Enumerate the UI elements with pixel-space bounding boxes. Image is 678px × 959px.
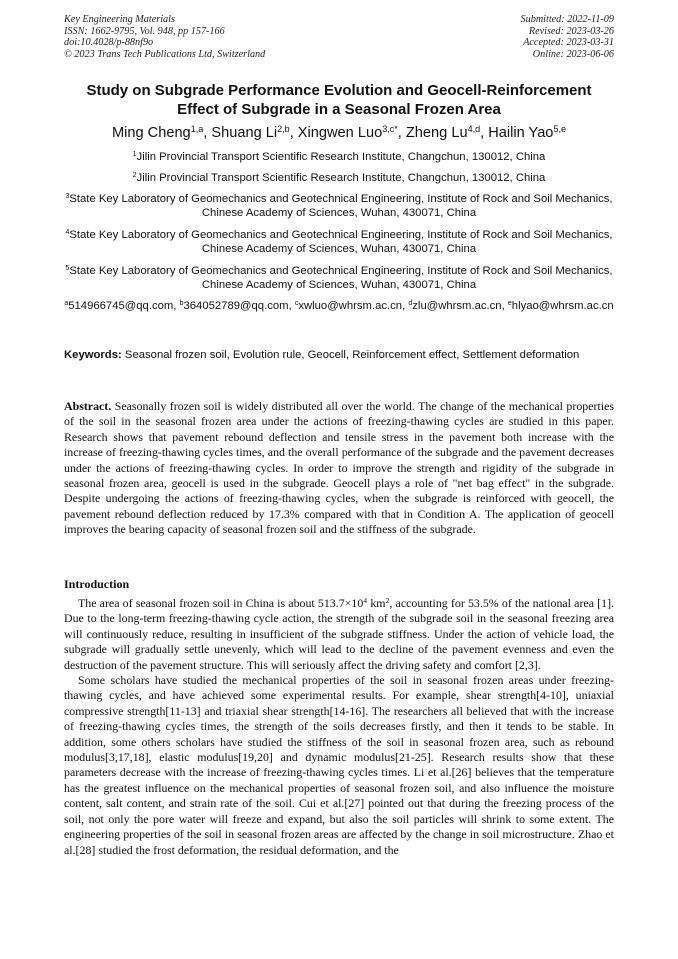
date-submitted: Submitted: 2022-11-09 <box>520 14 614 25</box>
keywords-text: Seasonal frozen soil, Evolution rule, Geocell, Reinforcement effect, Settlement deformation <box>124 349 580 361</box>
author-name: Zheng Lu <box>405 125 468 141</box>
keywords-label: Keywords: <box>64 349 122 361</box>
affiliation: $^3$State Key Laboratory of Geomechanics and Geotechnical Engineering, Institute of Rock and Soil Mechanics, Chinese Academy of Sciences, Wuhan, 430071, China <box>65 193 613 220</box>
introduction-body <box>64 596 614 858</box>
email-link[interactable]: xwluo@whrsm.ac.cn <box>298 300 403 312</box>
journal-issn: ISSN: 1662-9795, Vol. 948, pp 157-166 <box>64 25 225 37</box>
journal-info <box>64 14 265 60</box>
abstract-text: Seasonally frozen soil is widely distributed all over the world. The change of the mechanical properties of the soil in the seasonal frozen area under the actions of freezing-thawing cycles are studied in this paper. Research shows that pavement rebound deflection and tensile stress in the pavement both increase with the increase of freezing-thawing cycles times, and the overall performance of the subgrade and the pavement decreases under the actions of freezing-thawing cycles. In order to improve the strength and rigidity of the subgrade in seasonal frozen area, geocell is used in the subgrade. Geocell plays a role of "net bag effect" in the subgrade. Despite undergoing the actions of freezing-thawing cycles, when the subgrade is reinforced with geocell, the pavement rebound deflection reduced by 17.3% compared with that in Condition A. The application of geocell improves the bearing capacity of seasonal frozen soil and the stiffness of the subgrade. <box>64 399 614 537</box>
author-name: Xingwen Luo <box>297 125 383 141</box>
paragraph: The area of seasonal frozen soil in China is about $513.7\times 10^4$ $km^2$, accounting for 53.5% of the national area [1]. Due to the long-term freezing-thawing cycle action, the strength of the subgrade soil in the seasonal freezing area will continuously reduce, resulting in insufficient of the subgrade stiffness. Under the action of vehicle load, the subgrade will gradually settle unevenly, which will lead to the decline of the pavement evenness and even the destruction of the pavement structure. This will seriously affect the driving safety and comfort [2,3]. <box>64 596 614 672</box>
date-online: Online: 2023-06-06 <box>532 48 614 60</box>
author-sup: 5,e <box>553 124 567 135</box>
affiliation: $^4$State Key Laboratory of Geomechanics and Geotechnical Engineering, Institute of Rock and Soil Mechanics, Chinese Academy of Sciences, Wuhan, 430071, China <box>65 229 613 256</box>
publication-dates <box>521 14 614 60</box>
abstract <box>64 399 614 538</box>
abstract-label: Abstract. <box>64 399 112 413</box>
email-link[interactable]: 514966745@qq.com <box>68 300 174 312</box>
author-emails: $^a$514966745@qq.com, $^b$364052789@qq.com, $^c$xwluo@whrsm.ac.cn, $^d$zlu@whrsm.ac.cn, $^e$hlyao@whrsm.ac.cn <box>64 300 614 312</box>
date-accepted: Accepted: 2023-03-31 <box>523 37 614 49</box>
author-sup: 3,c* <box>382 124 398 135</box>
affiliation: $^1$Jilin Provincial Transport Scientific Research Institute, Changchun, 130012, China <box>132 151 546 163</box>
section-heading: Introduction <box>64 577 130 591</box>
email-link[interactable]: hlyao@whrsm.ac.cn <box>511 300 614 312</box>
affiliation: $^5$State Key Laboratory of Geomechanics and Geotechnical Engineering, Institute of Rock and Soil Mechanics, Chinese Academy of Sciences, Wuhan, 430071, China <box>65 265 613 292</box>
paragraph: Some scholars have studied the mechanical properties of the soil in seasonal frozen areas under freezing-thawing cycles, and have achieved some experimental results. For example, shear strength[4-10], uniaxial compressive strength[11-13] and triaxial shear strength[14-16]. The researchers all believed that with the increase of freezing-thawing cycles times, the strength of the soils decreases firstly, and then it tends to be stable. In addition, some others scholars have studied the stiffness of the soil in seasonal frozen area, such as rebound modulus[3,17,18], elastic modulus[19,20] and dynamic modulus[21-25]. Research results show that these parameters decrease with the increase of freezing-thawing cycles times. Li et al.[26] believes that the temperature has the greatest influence on the mechanical properties of seasonal frozen soil, and also influence the moisture content, salt content, and strain rate of the soil. Cui et al.[27] pointed out that during the freezing process of the soil, not only the pore water will freeze and expand, but also the soil particles will shrink to some extent. The engineering properties of the soil in seasonal frozen areas are affected by the change in soil microstructure. Zhao et al.[28] studied the frost deformation, the residual deformation, and the <box>64 673 614 857</box>
journal-copyright: © 2023 Trans Tech Publications Ltd, Switzerland <box>64 48 266 60</box>
date-revised: Revised: 2023-03-26 <box>528 25 614 37</box>
author-sup: 1,a <box>190 124 204 135</box>
journal-name: Key Engineering Materials <box>64 14 175 25</box>
author-name: Hailin Yao <box>488 125 554 141</box>
paper-title: Study on Subgrade Performance Evolution and Geocell-Reinforcement Effect of Subgrade in a Seasonal Frozen Area <box>86 82 592 118</box>
author-name: Shuang Li <box>211 125 278 141</box>
author-list: Ming Cheng$^{1,a}$, Shuang Li$^{2,b}$, Xingwen Luo$^{3,c*}$, Zheng Lu$^{4,d}$, Hailin Yao$^{5,e}$ <box>111 124 567 141</box>
author-sup: 2,b <box>277 124 290 135</box>
journal-doi: doi:10.4028/p-88nf9o <box>64 37 154 49</box>
affiliation: $^2$Jilin Provincial Transport Scientific Research Institute, Changchun, 130012, China <box>132 172 546 184</box>
email-link[interactable]: 364052789@qq.com <box>183 300 289 312</box>
email-link[interactable]: zlu@whrsm.ac.cn <box>412 300 502 312</box>
author-sup: 4,d <box>467 124 481 135</box>
author-name: Ming Cheng <box>111 125 191 141</box>
keywords <box>64 348 614 362</box>
